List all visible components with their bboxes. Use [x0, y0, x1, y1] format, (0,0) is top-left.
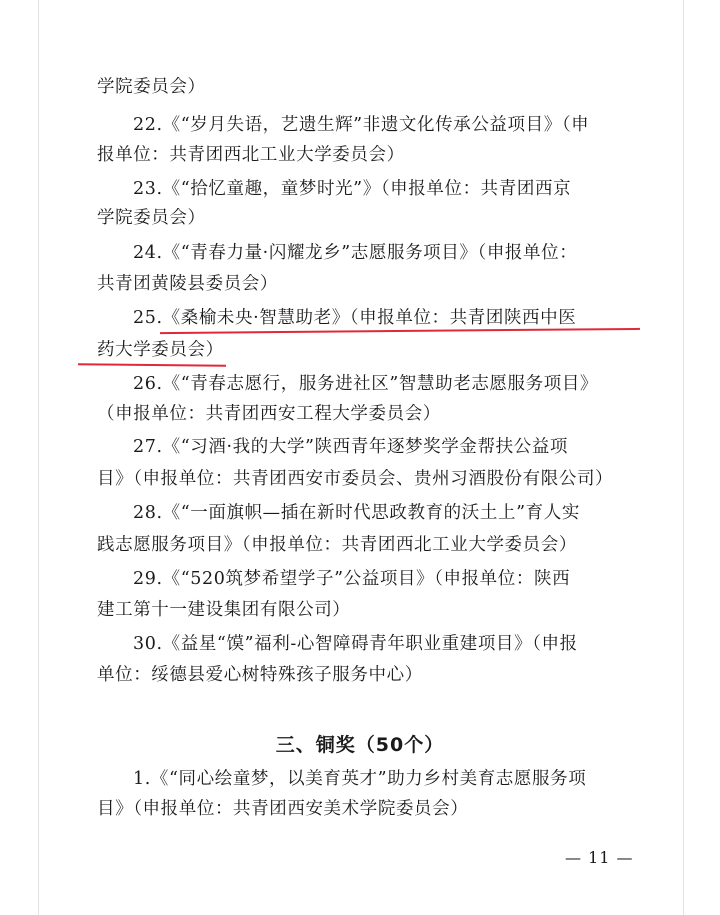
list-item-30: 30.《益星“馍”福利-心智障碍青年职业重建项目》（申报 [133, 634, 578, 654]
text-line: 共青团黄陵县委员会） [97, 274, 278, 294]
text-line: （申报单位：共青团西安工程大学委员会） [97, 404, 441, 424]
text-line: 单位：绥德县爱心树特殊孩子服务中心） [97, 665, 423, 685]
text-line: 践志愿服务项目》（申报单位：共青团西北工业大学委员会） [97, 535, 577, 555]
red-underline-annotation [78, 363, 226, 367]
list-item-26: 26.《“青春志愿行，服务进社区”智慧助老志愿服务项目》 [133, 374, 599, 394]
list-item-22: 22.《“岁月失语，艺遗生辉”非遗文化传承公益项目》（申 [133, 115, 590, 135]
page-number: — 11 — [565, 848, 634, 867]
list-item-28: 28.《“一面旗帜—插在新时代思政教育的沃土上”育人实 [133, 503, 580, 523]
page-right-edge [683, 0, 684, 915]
list-item-27: 27.《“习酒·我的大学”陕西青年逐梦奖学金帮扶公益项 [133, 437, 568, 457]
text-line-highlighted: 药大学委员会） [97, 340, 224, 360]
text-line: 报单位：共青团西北工业大学委员会） [97, 145, 405, 165]
text-line: 目》（申报单位：共青团西安市委员会、贵州习酒股份有限公司） [97, 469, 614, 489]
section-heading: 三、铜奖（50个） [275, 734, 445, 756]
list-item-25-highlighted: 25.《桑榆未央·智慧助老》（申报单位：共青团陕西中医 [133, 308, 577, 328]
text-line: 学院委员会） [97, 208, 206, 228]
list-item-29: 29.《“520筑梦希望学子”公益项目》（申报单位：陕西 [133, 569, 571, 589]
list-item-23: 23.《“拾忆童趣，童梦时光”》（申报单位：共青团西京 [133, 179, 572, 199]
text-line: 目》（申报单位：共青团西安美术学院委员会） [97, 799, 469, 819]
text-line: 建工第十一建设集团有限公司） [97, 600, 351, 620]
list-item-1: 1.《“同心绘童梦，以美育英才”助力乡村美育志愿服务项 [133, 769, 587, 789]
list-item-24: 24.《“青春力量·闪耀龙乡”志愿服务项目》（申报单位： [133, 243, 578, 263]
page-left-edge [38, 0, 39, 915]
text-line: 学院委员会） [97, 77, 206, 97]
